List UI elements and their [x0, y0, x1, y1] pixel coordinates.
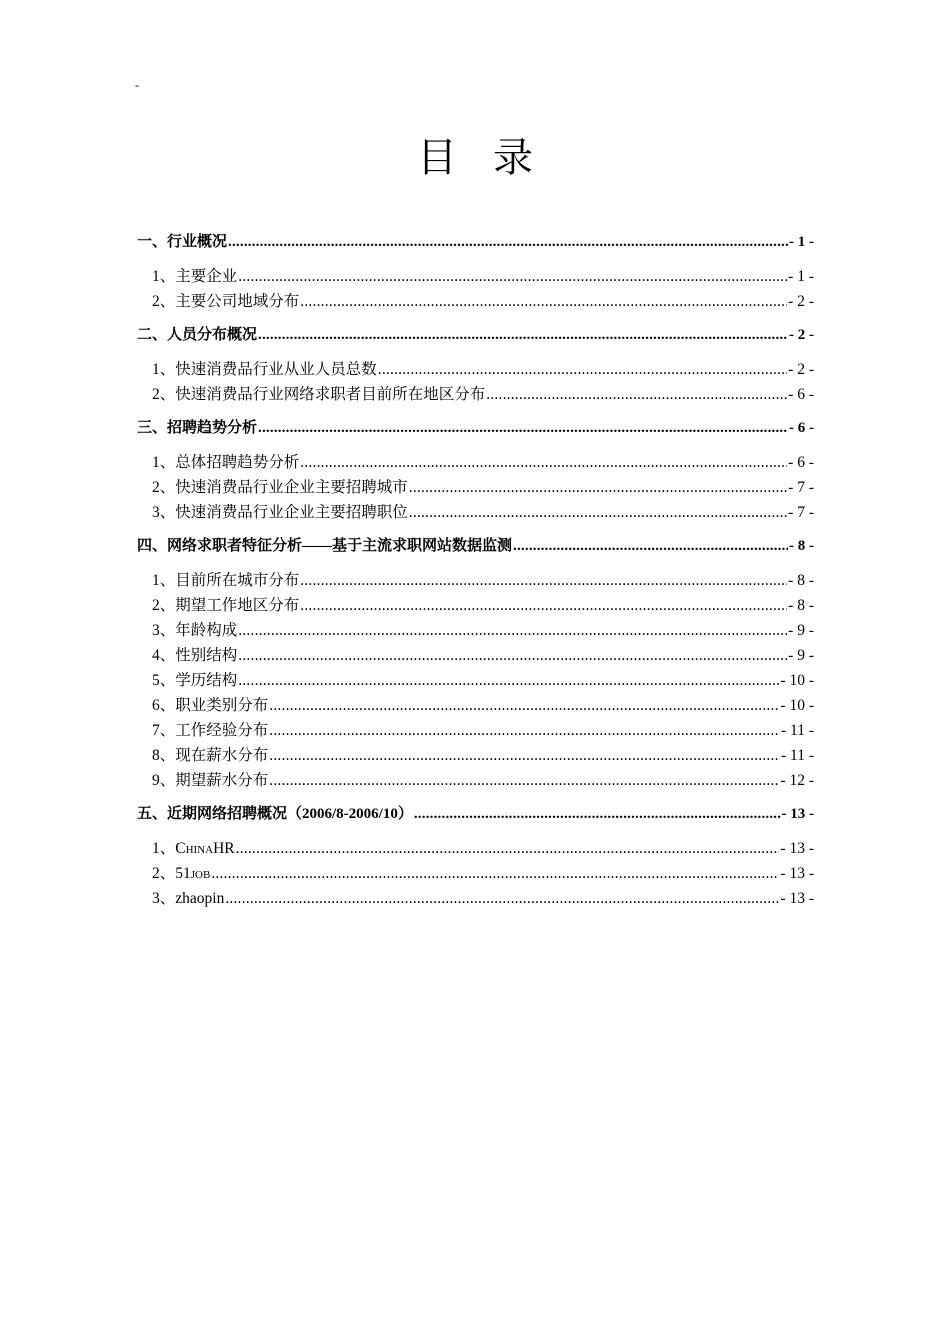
toc-page-number: - 13 -	[780, 865, 814, 882]
toc-entry-level2[interactable]	[137, 836, 814, 861]
toc-entry-level2[interactable]	[137, 568, 814, 593]
toc-entry-level1[interactable]	[137, 230, 814, 255]
toc-page-number: - 9 -	[788, 622, 814, 639]
toc-page-number: - 12 -	[780, 772, 814, 789]
dot-leader	[300, 454, 787, 472]
toc-section	[137, 802, 814, 911]
toc-page-number: - 6 -	[789, 420, 814, 436]
dot-leader	[409, 504, 787, 522]
toc-entry-label: 2、快速消费品行业企业主要招聘城市	[152, 479, 408, 496]
toc-entry-level2[interactable]	[137, 618, 814, 643]
toc-page-number: - 1 -	[789, 234, 814, 250]
toc-entry-label: 1、总体招聘趋势分析	[152, 454, 300, 471]
dot-leader	[238, 647, 787, 665]
toc-entry-level2[interactable]	[137, 382, 814, 407]
dot-leader	[258, 327, 788, 344]
toc-entry-label: 4、性别结构	[152, 647, 238, 664]
toc-entry-level2[interactable]	[137, 289, 814, 314]
toc-entry-level2[interactable]	[137, 668, 814, 693]
toc-page-number: - 11 -	[781, 747, 814, 764]
toc-page-number: - 6 -	[788, 386, 814, 403]
toc-page-number: - 13 -	[780, 890, 814, 907]
toc-entry-label: 三、招聘趋势分析	[137, 420, 258, 436]
toc-entry-level2[interactable]	[137, 593, 814, 618]
toc-entry-label: 3、快速消费品行业企业主要招聘职位	[152, 504, 408, 521]
toc-section	[137, 230, 814, 314]
toc-entry-label: 1、ChinaHR	[152, 840, 235, 857]
dot-leader	[269, 772, 779, 790]
toc-page-number: - 7 -	[788, 504, 814, 521]
toc-page-number: - 7 -	[788, 479, 814, 496]
dot-leader	[513, 538, 788, 555]
toc-entry-label: 3、zhaopin	[152, 890, 225, 907]
dot-leader	[300, 572, 787, 590]
toc-title: 目录	[417, 135, 569, 181]
toc-entry-level2[interactable]	[137, 643, 814, 668]
dot-leader	[300, 293, 787, 311]
dot-leader	[225, 890, 779, 908]
toc-entry-label: 2、主要公司地域分布	[152, 293, 300, 310]
toc-section	[137, 416, 814, 525]
toc-page-number: - 2 -	[788, 293, 814, 310]
dot-leader	[486, 386, 787, 404]
toc-entry-level1[interactable]	[137, 323, 814, 348]
toc-entry-label: 1、主要企业	[152, 268, 238, 285]
toc-entry-level2[interactable]	[137, 718, 814, 743]
toc-page-number: - 8 -	[789, 538, 814, 554]
toc-entry-level2[interactable]	[137, 357, 814, 382]
toc-entry-label: 1、快速消费品行业从业人员总数	[152, 361, 377, 378]
toc-page-number: - 11 -	[781, 722, 814, 739]
toc-entry-level1[interactable]	[137, 416, 814, 441]
toc-entry-level2[interactable]	[137, 768, 814, 793]
toc-page-number: - 13 -	[781, 806, 814, 822]
toc-page-number: - 8 -	[788, 597, 814, 614]
toc-entry-label: 6、职业类别分布	[152, 697, 269, 714]
toc-entry-label: 2、期望工作地区分布	[152, 597, 300, 614]
toc-page-number: - 13 -	[780, 840, 814, 857]
toc-entry-level1[interactable]	[137, 802, 814, 827]
dot-leader	[258, 420, 788, 437]
toc-section	[137, 534, 814, 793]
toc-entry-level2[interactable]	[137, 500, 814, 525]
toc-entry-label: 一、行业概况	[137, 234, 228, 250]
toc-page-number: - 8 -	[788, 572, 814, 589]
toc-entry-label: 1、目前所在城市分布	[152, 572, 300, 589]
dot-leader	[228, 234, 788, 251]
dot-leader	[238, 672, 779, 690]
dot-leader	[378, 361, 787, 379]
toc-page-number: - 9 -	[788, 647, 814, 664]
toc-entry-label: 8、现在薪水分布	[152, 747, 269, 764]
toc-entry-label: 9、期望薪水分布	[152, 772, 269, 789]
dot-leader	[211, 865, 779, 883]
dot-leader	[414, 806, 781, 823]
toc-entry-level2[interactable]	[137, 743, 814, 768]
toc-entry-label: 四、网络求职者特征分析——基于主流求职网站数据监测	[137, 538, 513, 554]
header-marker: -	[135, 78, 139, 92]
dot-leader	[409, 479, 787, 497]
toc-entry-label: 二、人员分布概况	[137, 327, 258, 343]
toc-entry-level2[interactable]	[137, 450, 814, 475]
toc-page-number: - 2 -	[788, 361, 814, 378]
toc-entry-level2[interactable]	[137, 264, 814, 289]
dot-leader	[238, 622, 787, 640]
toc-page-number: - 1 -	[788, 268, 814, 285]
toc-section	[137, 323, 814, 407]
toc-entry-level1[interactable]	[137, 534, 814, 559]
toc-entry-label: 7、工作经验分布	[152, 722, 269, 739]
toc-page-number: - 6 -	[788, 454, 814, 471]
toc-entry-label: 3、年龄构成	[152, 622, 238, 639]
toc-page-number: - 2 -	[789, 327, 814, 343]
toc-entry-level2[interactable]	[137, 886, 814, 911]
dot-leader	[238, 268, 787, 286]
toc-entry-level2[interactable]	[137, 861, 814, 886]
toc-page-number: - 10 -	[780, 672, 814, 689]
table-of-contents	[137, 230, 814, 920]
dot-leader	[269, 697, 779, 715]
toc-entry-level2[interactable]	[137, 475, 814, 500]
dot-leader	[269, 747, 780, 765]
dot-leader	[269, 722, 780, 740]
dot-leader	[236, 840, 780, 858]
toc-entry-level2[interactable]	[137, 693, 814, 718]
toc-entry-label: 五、近期网络招聘概况（2006/8-2006/10）	[137, 806, 413, 822]
toc-page-number: - 10 -	[780, 697, 814, 714]
toc-entry-label: 5、学历结构	[152, 672, 238, 689]
toc-entry-label: 2、快速消费品行业网络求职者目前所在地区分布	[152, 386, 486, 403]
dot-leader	[300, 597, 787, 615]
toc-entry-label: 2、51job	[152, 865, 211, 882]
